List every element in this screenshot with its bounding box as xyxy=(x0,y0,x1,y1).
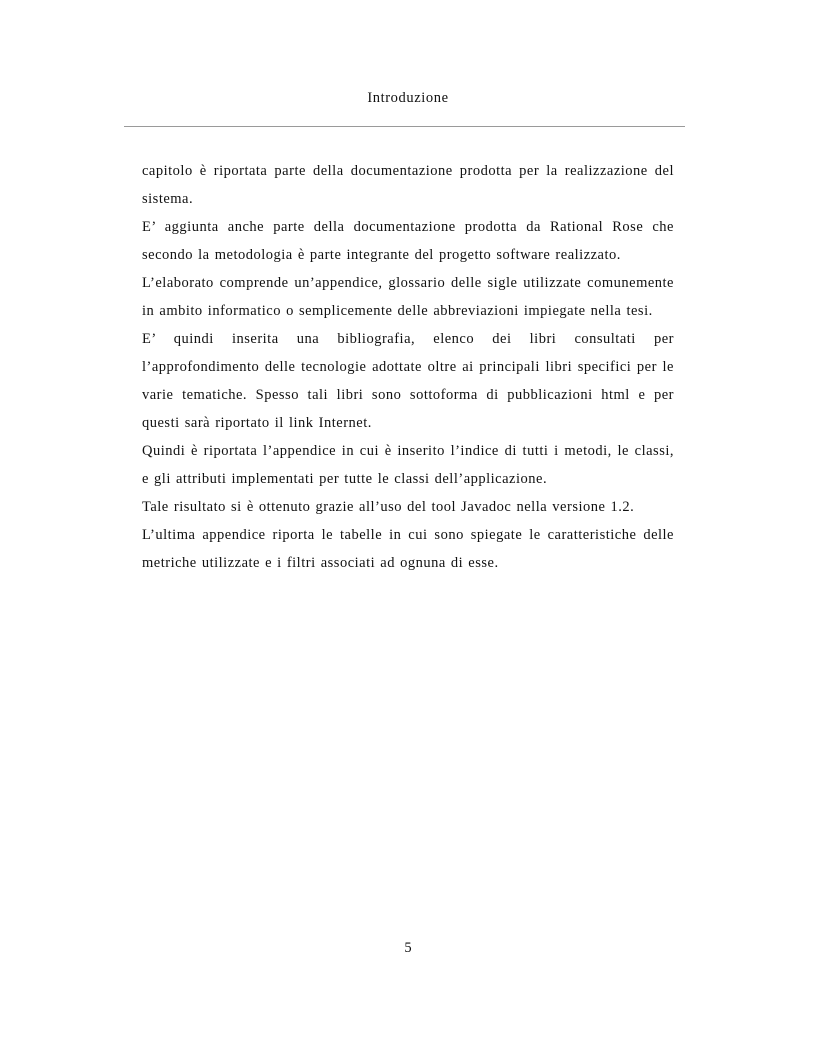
paragraph-1: capitolo è riportata parte della documentazione prodotta per la realizzazione del sistema. xyxy=(142,163,674,207)
page-number: 5 xyxy=(404,940,412,956)
body-text xyxy=(142,157,674,577)
paragraph-5: Quindi è riportata l’appendice in cui è inserito l’indice di tutti i metodi, le classi, e gli attributi implementati per tutte le classi dell’applicazione. xyxy=(142,443,674,487)
paragraph-3: L’elaborato comprende un’appendice, glossario delle sigle utilizzate comunemente in ambito informatico o semplicemente delle abbreviazioni impiegate nella tesi. xyxy=(142,275,674,319)
paragraph-4: E’ quindi inserita una bibliografia, elenco dei libri consultati per l’approfondimento delle tecnologie adottate oltre ai principali libri specifici per le varie tematiche. Spesso tali libri sono sottoforma di pubblicazioni html e per questi sarà riportato il link Internet. xyxy=(142,331,674,431)
paragraph-7: L’ultima appendice riporta le tabelle in cui sono spiegate le caratteristiche delle metriche utilizzate e i filtri associati ad ognuna di esse. xyxy=(142,527,674,571)
running-header-title: Introduzione xyxy=(367,90,449,106)
header-divider xyxy=(124,126,685,127)
paragraph-2: E’ aggiunta anche parte della documentazione prodotta da Rational Rose che secondo la metodologia è parte integrante del progetto software realizzato. xyxy=(142,219,674,263)
paragraph-6: Tale risultato si è ottenuto grazie all’uso del tool Javadoc nella versione 1.2. xyxy=(142,499,635,515)
